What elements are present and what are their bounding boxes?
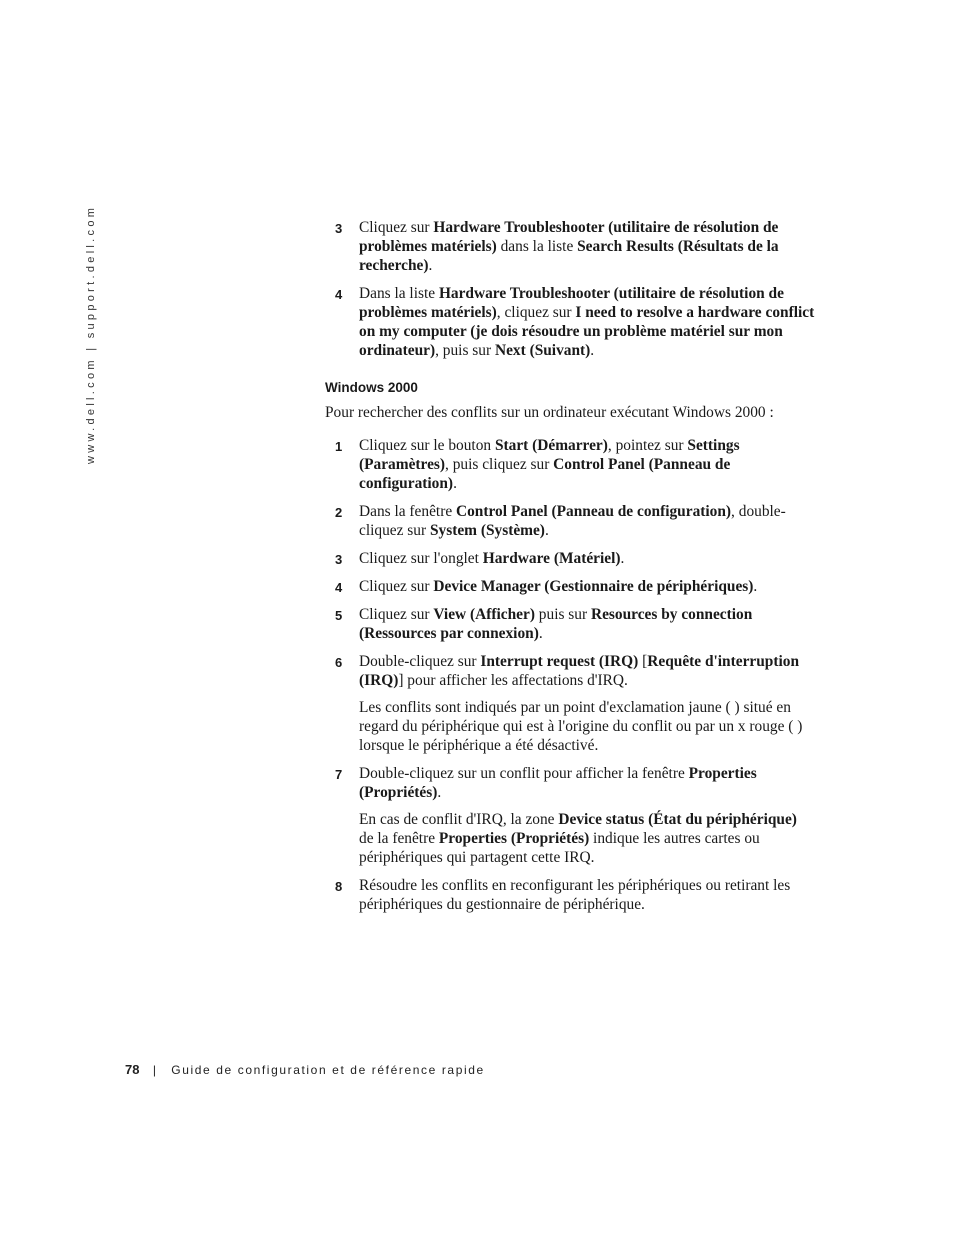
bold-term: Settings (Paramètres)	[359, 437, 740, 473]
step-number: 6	[335, 655, 343, 670]
step-item	[325, 436, 815, 493]
step-item	[325, 652, 815, 690]
bold-term: Device status (État du périphérique)	[558, 811, 797, 828]
text-run: de la fenêtre	[359, 830, 439, 847]
step-item	[325, 549, 815, 568]
text-run: .	[538, 625, 543, 642]
text-run: , cliquez sur	[496, 304, 576, 321]
text-run: puis sur	[534, 606, 591, 623]
bold-term: Hardware Troubleshooter (utilitaire de résolution de problèmes matériels)	[359, 285, 784, 321]
step-text	[359, 652, 815, 690]
text-run: Cliquez sur	[359, 219, 434, 236]
step-note	[325, 810, 815, 867]
text-run: Résoudre les conflits en reconfigurant les périphériques ou retirant les périphériques du gestionnaire de périphérique.	[359, 877, 791, 913]
bold-term: Hardware Troubleshooter (utilitaire de résolution de problèmes matériels)	[359, 219, 779, 255]
step-item	[325, 218, 815, 275]
step-number: 4	[335, 580, 343, 595]
page-number: 78	[125, 1062, 140, 1077]
bold-term: Properties (Propriétés)	[438, 830, 590, 847]
page-content	[325, 218, 815, 923]
text-run: .	[544, 522, 549, 539]
text-run: .	[428, 257, 433, 274]
step-text	[359, 436, 815, 493]
bold-term: Interrupt request (IRQ)	[480, 653, 639, 670]
bold-term: I need to resolve a hardware conflict on my computer (je dois résoudre un problème matériel sur mon ordinateur)	[359, 304, 815, 359]
step-number: 3	[335, 221, 343, 236]
intro-paragraph: Pour rechercher des conflits sur un ordinateur exécutant Windows 2000 :	[325, 404, 774, 421]
step-item	[325, 876, 815, 914]
bold-term: Control Panel (Panneau de configuration)	[359, 456, 731, 492]
bold-term: Next (Suivant)	[494, 342, 591, 359]
bold-term: Device Manager (Gestionnaire de périphériques)	[433, 578, 754, 595]
step-text	[359, 577, 815, 596]
text-run: , double-cliquez sur	[359, 503, 786, 539]
bold-term: View (Afficher)	[433, 606, 535, 623]
bold-term: Resources by connection (Ressources par connexion)	[359, 606, 753, 642]
section-heading: Windows 2000	[325, 380, 418, 395]
step-number: 1	[335, 439, 343, 454]
text-run: Double-cliquez sur	[359, 653, 481, 670]
bold-term: Start (Démarrer)	[494, 437, 608, 454]
text-run: Double-cliquez sur un conflit pour afficher la fenêtre	[359, 765, 689, 782]
text-run: .	[620, 550, 625, 567]
step-text	[359, 876, 815, 914]
text-run: Les conflits sont indiqués par un point d'exclamation jaune ( ) situé en regard du périphérique qui est à l'origine du conflit ou par un x rouge ( ) lorsque le périphérique a été désactivé.	[359, 699, 803, 754]
text-run: , puis sur	[435, 342, 495, 359]
step-note	[325, 698, 815, 755]
step-text	[359, 284, 815, 360]
bold-term: Requête d'interruption (IRQ)	[359, 653, 800, 689]
text-run: .	[453, 475, 457, 492]
steps-list-b	[325, 436, 815, 914]
step-item	[325, 284, 815, 360]
step-number: 2	[335, 505, 343, 520]
step-item	[325, 605, 815, 643]
step-text	[359, 549, 815, 568]
text-run: En cas de conflit d'IRQ, la zone	[359, 811, 559, 828]
step-number: 8	[335, 879, 343, 894]
text-run: .	[590, 342, 595, 359]
bold-term: Properties (Propriétés)	[359, 765, 757, 801]
bold-term: Search Results (Résultats de la recherche)	[359, 238, 779, 274]
step-text	[359, 764, 815, 802]
step-item	[325, 502, 815, 540]
bold-term: Hardware (Matériel)	[482, 550, 621, 567]
step-item	[325, 577, 815, 596]
text-run: ] pour afficher les affectations d'IRQ.	[398, 672, 628, 689]
bold-term: System (Système)	[429, 522, 545, 539]
page-footer	[125, 1062, 485, 1077]
footer-separator: |	[152, 1063, 156, 1077]
side-url: www.dell.com | support.dell.com	[85, 204, 97, 464]
text-run: , pointez sur	[607, 437, 688, 454]
step-number: 5	[335, 608, 343, 623]
step-text	[359, 218, 815, 275]
text-run: .	[753, 578, 758, 595]
text-run: , puis cliquez sur	[445, 456, 554, 473]
step-number: 3	[335, 552, 343, 567]
step-number: 4	[335, 287, 343, 302]
step-text	[359, 502, 815, 540]
text-run: dans la liste	[496, 238, 578, 255]
text-run: Dans la liste	[359, 285, 439, 302]
bold-term: Control Panel (Panneau de configuration)	[456, 503, 732, 520]
step-number: 7	[335, 767, 343, 782]
text-run: .	[437, 784, 442, 801]
text-run: Cliquez sur	[359, 578, 434, 595]
text-run: Cliquez sur l'onglet	[359, 550, 483, 567]
steps-list-a	[325, 218, 815, 360]
step-text	[359, 605, 815, 643]
footer-title: Guide de configuration et de référence rapide	[171, 1063, 485, 1077]
text-run: Cliquez sur	[359, 606, 434, 623]
text-run: Cliquez sur le bouton	[359, 437, 495, 454]
text-run: Dans la fenêtre	[359, 503, 456, 520]
text-run: [	[638, 653, 648, 670]
text-run: indique les autres cartes ou périphériques qui partagent cette IRQ.	[359, 830, 760, 866]
step-item	[325, 764, 815, 802]
